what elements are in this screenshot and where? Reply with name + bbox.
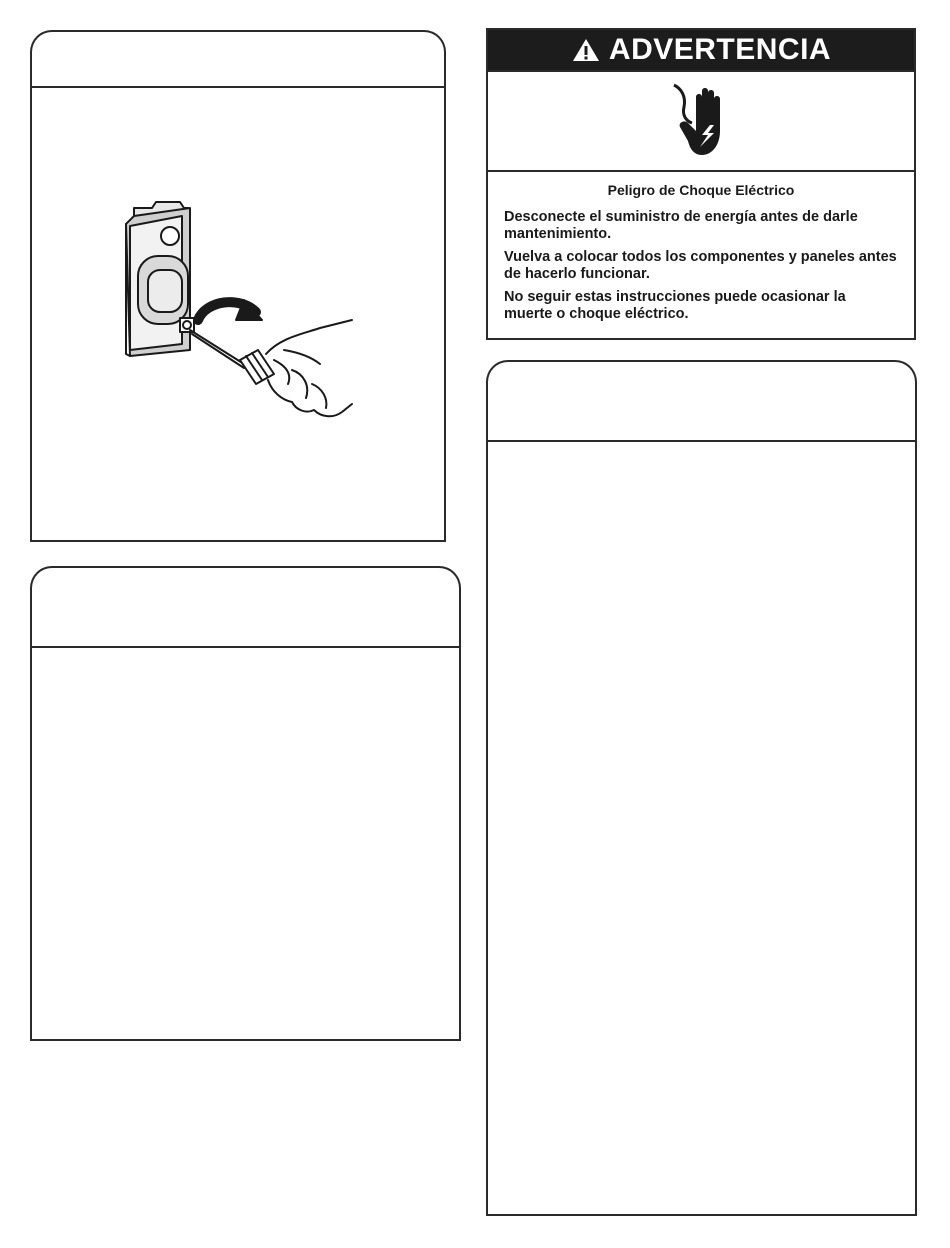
empty-panel-right [486,442,917,1216]
tab-divider [30,646,461,648]
panel-tab [486,360,917,444]
electric-shock-hand-icon [666,81,736,161]
tab-divider [486,440,917,442]
panel-tab [30,566,461,650]
illustration-panel [30,88,446,542]
warning-title: ADVERTENCIA [608,33,832,66]
warning-body [488,172,914,323]
warning-hazard: Peligro de Choque Eléctrico [607,182,795,198]
empty-panel-left [30,648,461,1041]
warning-line: Desconecte el suministro de energía antes de darle mantenimiento. [504,209,858,242]
warning-line: Vuelva a colocar todos los componentes y paneles antes de hacerlo funcionar. [504,249,897,282]
warning-symbol-area [488,70,914,172]
screwdriver-removing-panel-illustration [30,88,446,542]
warning-box [486,28,916,340]
warning-line: No seguir estas instrucciones puede ocasionar la muerte o choque eléctrico. [504,289,846,322]
panel-tab [30,30,446,90]
warning-header [488,30,914,70]
warning-triangle-icon [571,37,601,63]
